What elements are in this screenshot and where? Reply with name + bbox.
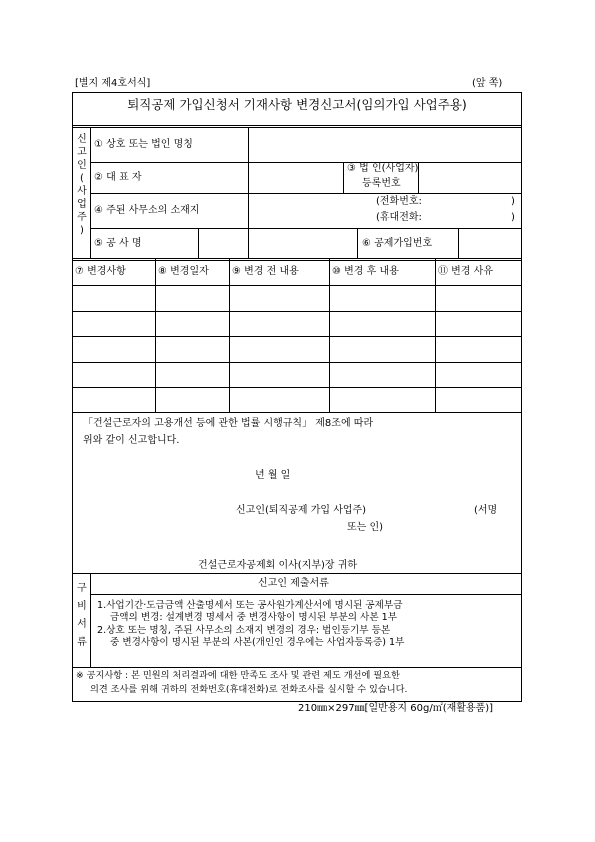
table-line	[72, 285, 521, 286]
table-row[interactable]	[73, 388, 519, 411]
phone-close-paren: )	[511, 196, 515, 207]
declaration-line-1: 「건설근로자의 고용개선 등에 관한 법률 시행규칙」 제8조에 따라	[83, 418, 374, 429]
table-row[interactable]	[73, 338, 519, 361]
declaration-date: 년 월 일	[255, 470, 291, 481]
col-header-change-item: ⑦ 변경사항	[75, 266, 126, 277]
col-header-after: ⑩ 변경 후 내용	[332, 266, 399, 277]
row-line	[90, 228, 521, 229]
form-number: [별지 제4호서식]	[75, 78, 151, 89]
declaration-line-2: 위와 같이 신고합니다.	[83, 435, 180, 446]
sign-note-2: 또는 인)	[347, 522, 384, 533]
signer-label: 신고인(퇴직공제 가입 사업주)	[236, 505, 367, 516]
table-row[interactable]	[73, 312, 519, 335]
phone-label: (전화번호:	[376, 196, 422, 207]
table-row[interactable]	[73, 287, 519, 310]
row-line	[72, 258, 521, 261]
docs-side-label: 구 비 서 류	[77, 583, 87, 648]
mobile-label: (휴대전화:	[376, 212, 422, 223]
row-line	[90, 193, 521, 194]
form-title: 퇴직공제 가입신청서 기재사항 변경신고서(임의가입 사업주용)	[127, 97, 467, 112]
docs-line	[90, 594, 521, 595]
company-name-label: ① 상호 또는 법인 명칭	[94, 139, 193, 150]
mobile-close-paren: )	[511, 212, 515, 223]
col-header-before: ⑨ 변경 전 내용	[232, 266, 299, 277]
address-label: ④ 주된 사무소의 소재지	[94, 205, 200, 216]
title-divider	[72, 125, 521, 128]
page-side-label: (앞 쪽)	[472, 78, 503, 89]
table-row[interactable]	[73, 363, 519, 386]
docs-col-line	[90, 573, 91, 667]
notice-line-2: 의견 조사를 위해 귀하의 전화번호(휴대전화)로 전화조사를 실시할 수 있습니다.	[90, 684, 408, 695]
col-header-change-date: ⑧ 변경일자	[158, 266, 209, 277]
col-line	[343, 162, 344, 193]
docs-line	[72, 573, 521, 574]
address-field[interactable]	[250, 196, 375, 225]
representative-label: ② 대 표 자	[94, 172, 142, 183]
project-name-label: ⑤ 공 사 명	[94, 238, 142, 249]
doc-item-2-line-1: 2.상호 또는 명칭, 주된 사무소의 소재지 변경의 경우: 법인등기부 등본	[97, 625, 391, 636]
docs-heading: 신고인 제출서류	[258, 578, 329, 589]
company-name-field[interactable]	[250, 131, 518, 159]
doc-item-2-line-2: 중 변경사항이 명시된 부분의 사본(개인인 경우에는 사업자등록증) 1부	[110, 637, 405, 648]
col-line	[458, 228, 459, 259]
sign-note: (서명	[474, 505, 498, 516]
registration-number-label-1: ③ 법 인(사업자)	[347, 163, 419, 174]
table-line	[72, 412, 521, 413]
table-line	[72, 336, 521, 337]
reporter-side-label: 신 고 인 ( 사 업 주 )	[77, 134, 87, 236]
col-line	[198, 228, 199, 259]
representative-field[interactable]	[250, 165, 340, 190]
docs-line	[72, 667, 521, 668]
paper-spec: 210㎜×297㎜[일반용지 60g/㎡(재활용품)]	[298, 703, 494, 714]
doc-item-1-line-1: 1.사업기간·도급금액 산출명세서 또는 공사원가계산서에 명시된 공제부금	[97, 600, 403, 611]
recipient: 건설근로자공제회 이사(지부)장 귀하	[198, 560, 358, 571]
doc-item-1-line-2: 금액의 변경: 설계변경 명세서 중 변경사항이 명시된 부분의 사본 1부	[110, 612, 398, 623]
notice-line-1: ※ 공지사항 : 본 민원의 처리결과에 대한 만족도 조사 및 관련 제도 개선에 필요한	[76, 670, 400, 681]
mutual-aid-number-label: ⑥ 공제가입번호	[362, 238, 433, 249]
mutual-aid-number-field[interactable]	[460, 231, 518, 256]
registration-number-field[interactable]	[420, 165, 518, 190]
col-line	[357, 228, 358, 259]
project-name-field[interactable]	[200, 231, 355, 256]
registration-number-label-2: 등록번호	[362, 178, 401, 189]
col-header-reason: ⑪ 변경 사유	[438, 266, 493, 277]
row-line	[90, 162, 521, 163]
